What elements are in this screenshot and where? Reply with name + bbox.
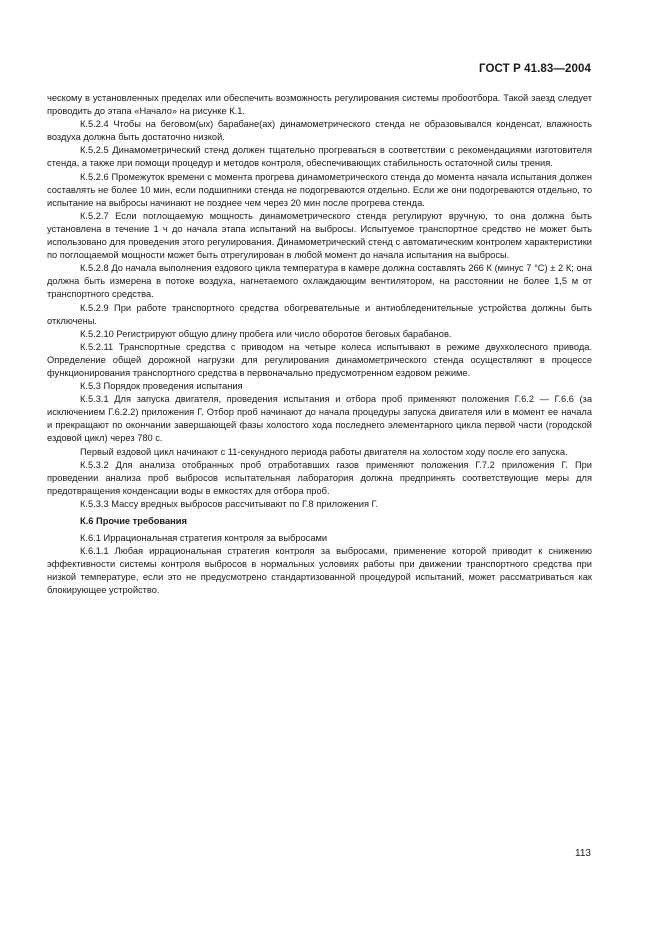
paragraph-k-6-1: К.6.1 Иррациональная стратегия контроля за выбросами bbox=[80, 533, 328, 544]
paragraph-k-5-2-6: К.5.2.6 Промежуток времени с момента прогрева динамометрического стенда до момента начала испытания должен составлять не более 10 мин, если подшипники стенда не подогреваются отдельно. Если же они подогреваются отдельно, то испытание на выбросы начинают не позднее чем через 20 мин после прогрева стенда. bbox=[47, 171, 592, 208]
paragraph-k-5-2-10: К.5.2.10 Регистрируют общую длину пробега или число оборотов беговых барабанов. bbox=[80, 328, 452, 339]
paragraph-k-5-2-11: К.5.2.11 Транспортные средства с приводом на четыре колеса испытывают в режиме двухколесного привода. Определение общей дорожной нагрузки для регулирования динамометрического стенда осуществляют в процессе функционирования транспортного средства в первоначально предусмотренном ездовом режиме. bbox=[47, 341, 592, 378]
paragraph-k-5-2-8: К.5.2.8 До начала выполнения ездового цикла температура в камере должна составлять 266 К (минус 7 °С) ± 2 К; она должна быть измерена в потоке воздуха, нагнетаемого охлаждающим вентилятором, на расстоянии не более 1,5 м от транспортного средства. bbox=[47, 263, 592, 300]
paragraph-k-5-2-7: К.5.2.7 Если поглощаемую мощность динамометрического стенда регулируют вручную, то она должна быть установлена в течение 1 ч до начала этапа испытаний на выбросы. Испытуемое транспортное средство не может быть использовано для проведения этого регулирования. Динамометрический стенд с автоматическим контролем характеристики по поглощаемой мощности может быть отрегулирован в любой момент до начала испытания на выбросы. bbox=[47, 210, 592, 261]
paragraph-k-6-1-1: К.6.1.1 Любая иррациональная стратегия контроля за выбросами, применение которой приводит к снижению эффективности системы контроля выбросов в нормальных условиях работы при движении транспортного средства при низкой температуре, если это не предусмотрено стандартизованной процедурой испытаний, может рассматриваться как блокирующее устройство. bbox=[47, 546, 592, 596]
paragraph-k-5-3: К.5.3 Порядок проведения испытания bbox=[80, 381, 243, 392]
paragraph-first-cycle: Первый ездовой цикл начинают с 11-секундного периода работы двигателя на холостом ходу после его запуска. bbox=[80, 446, 568, 457]
paragraph-k-5-2-5: К.5.2.5 Динамометрический стенд должен тщательно прогреваться в соответствии с рекомендациями изготовителя стенда, а также при помощи процедур и методов контроля, обеспечивающих стабильность остаточной силы трения. bbox=[47, 145, 592, 169]
standard-header: ГОСТ Р 41.83—2004 bbox=[479, 63, 591, 75]
section-heading-k-6: К.6 Прочие требования bbox=[80, 516, 187, 526]
paragraph-continuation: ческому в установленных пределах или обеспечить возможность регулирования системы пробоотбора. Такой заезд следует проводить до этапа «Начало» на рисунке К.1. bbox=[47, 93, 592, 117]
paragraph-k-5-2-4: К.5.2.4 Чтобы на беговом(ых) барабане(ах) динамометрического стенда не образовывался конденсат, влажность воздуха должна быть достаточно низкой. bbox=[47, 119, 592, 143]
page-number: 113 bbox=[575, 848, 591, 859]
paragraph-k-5-3-1: К.5.3.1 Для запуска двигателя, проведения испытания и отбора проб применяют положения Г.6.2 — Г.6.6 (за исключением Г.6.2.2) приложения Г. Отбор проб начинают до начала процедуры запуска двигателя или в момент ее начала и прекращают по окончании завершающей фазы холостого хода последнего элементарного цикла первой части (городской ездовой цикл) через 780 с. bbox=[47, 394, 592, 444]
paragraph-k-5-3-2: К.5.3.2 Для анализа отобранных проб отработавших газов применяют положения Г.7.2 приложения Г. При проведении анализа проб выбросов испытательная лаборатория должна предпринять соответствующие меры для предотвращения конденсации воды в емкостях для отбора проб. bbox=[47, 459, 592, 496]
paragraph-k-5-2-9: К.5.2.9 При работе транспортного средства обогревательные и антиобледенительные устройства должны быть отключены. bbox=[47, 302, 592, 326]
document-body bbox=[47, 92, 592, 598]
paragraph-k-5-3-3: К.5.3.3 Массу вредных выбросов рассчитывают по Г.8 приложения Г. bbox=[80, 498, 379, 509]
